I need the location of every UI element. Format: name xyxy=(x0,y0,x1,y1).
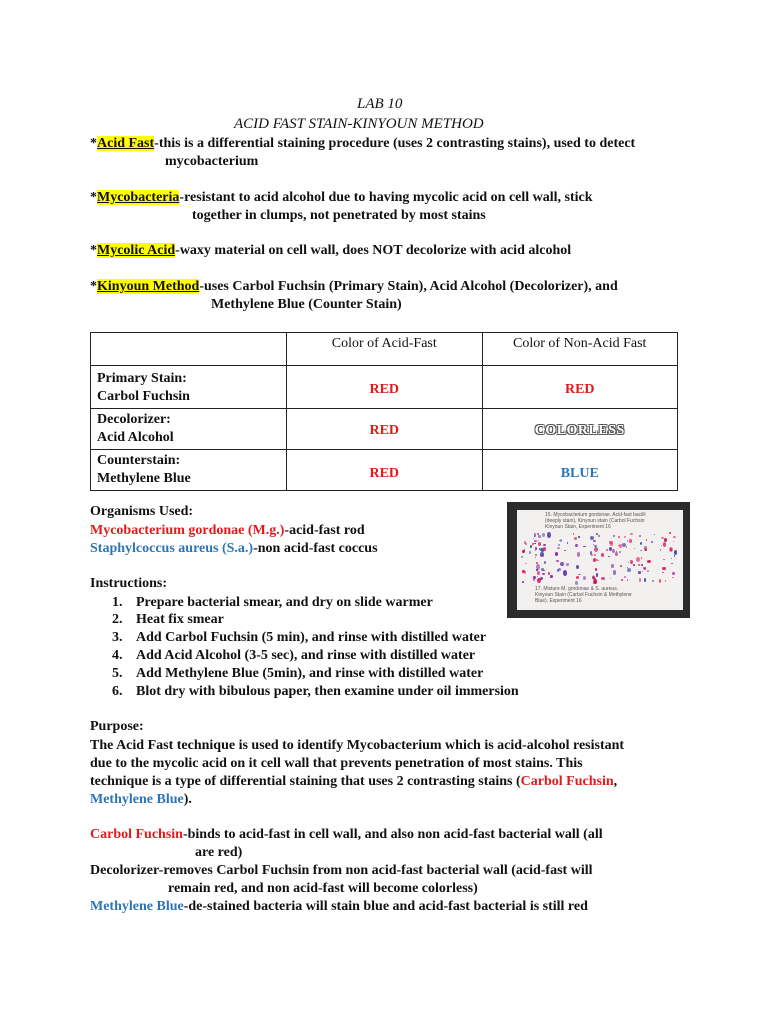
bacteria-speck xyxy=(563,570,567,576)
bacteria-speck xyxy=(601,577,605,579)
bacteria-speck xyxy=(532,543,534,545)
bullet-star: * xyxy=(90,243,97,258)
table-header-cell: Color of Non-Acid Fast xyxy=(482,333,678,366)
organism-mg xyxy=(90,522,365,540)
bacteria-speck xyxy=(578,574,581,576)
bacteria-speck xyxy=(590,551,593,555)
bacteria-speck xyxy=(567,542,568,543)
bacteria-speck xyxy=(538,542,541,546)
slide-card xyxy=(517,510,683,610)
purpose-heading: Purpose: xyxy=(90,719,144,734)
bacteria-speck xyxy=(583,576,586,580)
organism-name: Mycobacterium gordonae (M.g.) xyxy=(90,523,285,538)
term-acid-fast: Acid Fast xyxy=(97,136,155,151)
table-header-cell: Color of Acid-Fast xyxy=(287,333,483,366)
bacteria-speck xyxy=(669,547,673,552)
table-cell xyxy=(482,450,678,491)
bacteria-speck xyxy=(640,550,642,551)
purpose-line: The Acid Fast technique is used to identify Mycobacterium which is acid-alcohol resistant xyxy=(90,738,625,753)
bacteria-speck xyxy=(619,551,621,554)
term-mycolic-acid: Mycolic Acid xyxy=(97,243,176,258)
step-number: 5. xyxy=(112,666,123,681)
bacteria-speck xyxy=(627,579,629,581)
acid-fast-color: RED xyxy=(369,466,400,481)
lab-title: ACID FAST STAIN-KINYOUN METHOD xyxy=(234,116,484,132)
bacteria-speck xyxy=(535,550,536,551)
bacteria-speck xyxy=(644,546,647,551)
bacteria-speck xyxy=(594,547,598,552)
bacteria-speck xyxy=(644,578,647,582)
acid-fast-color: RED xyxy=(369,423,400,438)
table-row-label xyxy=(91,409,287,450)
carbol-fuchsin-term: Carbol Fuchsin xyxy=(90,827,183,842)
note-text: -binds to acid-fast in cell wall, and also non acid-fast bacterial wall (all xyxy=(182,827,603,842)
table-cell xyxy=(287,409,483,450)
bacteria-speck xyxy=(636,557,640,563)
note-continuation: are red) xyxy=(195,845,243,860)
definition-text: -this is a differential staining procedure (uses 2 contrasting stains), used to detect xyxy=(154,136,636,151)
bacteria-speck xyxy=(639,578,641,581)
bacteria-speck xyxy=(538,540,539,541)
bacteria-speck xyxy=(647,570,649,572)
bacteria-speck xyxy=(540,552,544,557)
purpose-line xyxy=(90,773,617,791)
bacteria-speck xyxy=(673,541,674,542)
table-cell xyxy=(482,366,678,409)
bacteria-speck xyxy=(638,571,641,574)
organisms-heading: Organisms Used: xyxy=(90,504,194,519)
bacteria-speck xyxy=(583,546,586,548)
bacteria-speck xyxy=(629,539,633,543)
table-row-label xyxy=(91,366,287,409)
step-number: 6. xyxy=(112,684,123,699)
step-text: Add Methylene Blue (5min), and rinse with distilled water xyxy=(136,666,484,681)
bacteria-speck xyxy=(647,560,651,563)
bacteria-speck xyxy=(557,547,560,550)
bacteria-speck xyxy=(525,543,527,546)
bacteria-speck xyxy=(534,540,537,542)
term-kinyoun-method: Kinyoun Method xyxy=(97,279,200,294)
organism-desc: -acid-fast rod xyxy=(284,523,365,538)
note-methylene-blue xyxy=(90,898,588,916)
organism-desc: -non acid-fast coccus xyxy=(253,541,378,556)
purpose-text: ). xyxy=(183,792,192,807)
acid-fast-color: RED xyxy=(369,382,400,397)
bacteria-speck xyxy=(606,549,608,551)
purpose-line xyxy=(90,791,192,809)
carbol-fuchsin-term: Carbol Fuchsin xyxy=(520,774,614,789)
stain-type: Decolorizer: xyxy=(97,412,171,427)
bacteria-speck xyxy=(522,581,525,583)
bacteria-speck xyxy=(661,545,662,546)
bacteria-speck xyxy=(558,568,561,571)
bullet-star: * xyxy=(90,136,97,151)
bacteria-speck xyxy=(595,568,597,571)
bullet-star: * xyxy=(90,279,97,294)
bacteria-speck xyxy=(608,556,610,557)
bacteria-speck xyxy=(644,567,646,569)
bacteria-speck xyxy=(537,571,541,575)
bacteria-speck xyxy=(560,539,562,542)
term-mycobacteria: Mycobacteria xyxy=(97,190,180,205)
step-text: Add Acid Alcohol (3-5 sec), and rinse with distilled water xyxy=(136,648,476,663)
instructions-heading: Instructions: xyxy=(90,576,168,591)
bacteria-speck xyxy=(524,549,525,551)
bacteria-speck xyxy=(593,575,594,576)
bacteria-speck xyxy=(566,563,569,566)
bacteria-speck xyxy=(537,578,541,583)
bacteria-speck xyxy=(665,580,666,582)
bacteria-speck xyxy=(662,572,663,573)
stain-color-table xyxy=(90,332,678,491)
bacteria-speck xyxy=(540,548,542,551)
bacteria-speck xyxy=(547,532,551,538)
bacteria-speck xyxy=(544,561,547,564)
bacteria-speck xyxy=(651,541,653,543)
definition-kinyoun-method xyxy=(90,278,618,296)
table-row-label xyxy=(91,450,287,491)
bacteria-speck xyxy=(524,571,526,574)
bacteria-speck xyxy=(535,554,537,556)
bacteria-speck xyxy=(640,542,642,545)
list-item xyxy=(112,594,433,612)
bacteria-speck xyxy=(543,547,546,551)
bacteria-speck xyxy=(596,573,599,577)
bacteria-speck xyxy=(533,578,535,581)
bacteria-speck xyxy=(564,550,566,552)
bacteria-speck xyxy=(577,552,580,556)
bacteria-speck xyxy=(596,533,598,535)
note-text: -de-stained bacteria will stain blue and acid-fast bacterial is still red xyxy=(183,899,588,914)
definition-mycolic-acid xyxy=(90,242,571,260)
bacteria-speck xyxy=(615,552,618,556)
definition-acid-fast xyxy=(90,135,635,153)
list-item xyxy=(112,611,224,629)
stain-type: Counterstain: xyxy=(97,453,181,468)
bacteria-speck xyxy=(639,535,641,537)
bacteria-speck xyxy=(613,570,616,575)
table-row xyxy=(91,450,678,491)
bacteria-speck xyxy=(628,562,629,564)
bullet-star: * xyxy=(90,190,97,205)
bacteria-speck xyxy=(646,539,647,541)
bacteria-speck xyxy=(662,567,666,571)
bacteria-speck xyxy=(641,557,643,559)
bacteria-speck xyxy=(575,544,578,548)
list-item xyxy=(112,665,484,683)
bacteria-speck xyxy=(595,559,598,561)
organism-name: Staphylcoccus aureus (S.a.) xyxy=(90,541,254,556)
bacteria-speck xyxy=(573,533,574,535)
bacteria-speck xyxy=(533,538,535,539)
bacteria-speck xyxy=(673,536,677,538)
definition-continuation: Methylene Blue (Counter Stain) xyxy=(211,297,402,312)
table-cell xyxy=(287,366,483,409)
lab-number: LAB 10 xyxy=(357,96,403,112)
table-row xyxy=(91,409,678,450)
step-number: 1. xyxy=(112,595,123,610)
stain-name: Methylene Blue xyxy=(97,471,191,486)
bacteria-speck xyxy=(672,577,674,578)
bacteria-speck xyxy=(630,533,634,535)
methylene-blue-term: Methylene Blue xyxy=(90,792,184,807)
bacteria-speck xyxy=(620,565,622,567)
bacteria-speck xyxy=(634,548,635,549)
bacteria-speck xyxy=(663,559,665,561)
bacteria-speck xyxy=(529,551,531,555)
bacteria-speck xyxy=(537,576,539,578)
bacteria-speck xyxy=(530,545,533,548)
bacteria-speck xyxy=(627,540,629,542)
bacteria-speck xyxy=(624,536,627,538)
bacteria-speck xyxy=(538,535,542,538)
list-item xyxy=(112,647,476,665)
bacteria-speck xyxy=(601,553,604,558)
bacteria-speck xyxy=(555,552,558,556)
bacteria-speck xyxy=(578,536,580,537)
list-item xyxy=(112,683,519,701)
bacteria-speck xyxy=(534,543,535,545)
purpose-line: due to the mycolic acid on it cell wall that prevents penetration of most stains. This xyxy=(90,756,583,771)
bacteria-speck xyxy=(671,558,672,559)
purpose-text: , xyxy=(613,774,618,789)
definition-continuation: together in clumps, not penetrated by most stains xyxy=(192,208,486,223)
photo-caption: (deeply stain), Kinyoun stain (Carbol Fuchsin xyxy=(545,518,645,524)
bacteria-speck xyxy=(674,555,675,557)
bacteria-speck xyxy=(575,581,578,585)
bacteria-speck xyxy=(659,579,661,582)
non-acid-fast-color: RED xyxy=(564,382,595,397)
slide-photo xyxy=(507,502,690,618)
bacteria-speck xyxy=(613,535,615,536)
photo-caption: Kinyoun Stain, Experiment 16 xyxy=(545,524,611,530)
definition-text: -waxy material on cell wall, does NOT decolorize with acid alcohol xyxy=(175,243,572,258)
table-cell xyxy=(482,409,678,450)
stain-type: Primary Stain: xyxy=(97,371,187,386)
definition-mycobacteria xyxy=(90,189,593,207)
photo-caption: Blue). Experiment 16 xyxy=(535,598,582,604)
bacteria-speck xyxy=(618,536,620,538)
bacteria-speck xyxy=(576,565,579,569)
step-number: 3. xyxy=(112,630,123,645)
bacteria-speck xyxy=(525,563,526,564)
bacteria-speck xyxy=(560,562,564,566)
bacteria-speck xyxy=(611,564,613,568)
stain-name: Acid Alcohol xyxy=(97,430,174,445)
table-row xyxy=(91,366,678,409)
non-acid-fast-color: COLORLESS xyxy=(534,423,625,438)
bacteria-speck xyxy=(638,564,641,566)
step-number: 4. xyxy=(112,648,123,663)
list-item xyxy=(112,629,487,647)
methylene-blue-term: Methylene Blue xyxy=(90,899,184,914)
step-text: Add Carbol Fuchsin (5 min), and rinse with distilled water xyxy=(136,630,487,645)
photo-caption: 15. Mycobacterium gordonae. Acid-fast bacilli xyxy=(545,512,646,518)
bacteria-speck xyxy=(633,564,635,566)
bacteria-speck xyxy=(652,580,654,582)
bacteria-speck xyxy=(610,578,611,579)
bacteria-speck xyxy=(593,540,595,542)
bacteria-speck xyxy=(558,544,560,546)
note-carbol-fuchsin xyxy=(90,826,603,844)
definition-text: -uses Carbol Fuchsin (Primary Stain), Acid Alcohol (Decolorizer), and xyxy=(199,279,618,294)
step-text: Blot dry with bibulous paper, then examine under oil immersion xyxy=(136,684,519,699)
definition-text: -resistant to acid alcohol due to having mycolic acid on cell wall, stick xyxy=(179,190,593,205)
step-text: Heat fix smear xyxy=(136,612,224,627)
bacteria-speck xyxy=(663,542,667,547)
stain-name: Carbol Fuchsin xyxy=(97,389,190,404)
bacteria-speck xyxy=(642,571,643,572)
organism-sa xyxy=(90,540,378,558)
bacteria-speck xyxy=(626,546,628,548)
bacteria-speck xyxy=(556,560,559,562)
bacteria-speck xyxy=(672,572,676,575)
step-number: 2. xyxy=(112,612,123,627)
bacteria-speck xyxy=(669,532,671,534)
bacteria-speck xyxy=(627,568,631,572)
bacteria-speck xyxy=(594,554,596,556)
table-cell xyxy=(287,450,483,491)
bacteria-speck xyxy=(624,576,626,578)
photo-caption: 17. Mixture M. gordonae & S. aureus. xyxy=(535,586,619,592)
bacteria-speck xyxy=(543,570,545,571)
definition-continuation: mycobacterium xyxy=(165,154,259,169)
bacteria-speck xyxy=(671,563,673,565)
bacteria-speck xyxy=(542,573,545,575)
bacteria-speck xyxy=(654,534,655,536)
bacteria-speck xyxy=(660,549,662,551)
step-text: Prepare bacterial smear, and dry on slide warmer xyxy=(136,595,433,610)
bacteria-speck xyxy=(521,556,523,557)
note-decolorizer: Decolorizer-removes Carbol Fuchsin from non acid-fast bacterial wall (acid-fast will xyxy=(90,863,593,878)
bacteria-speck xyxy=(542,533,545,538)
bacteria-speck xyxy=(598,535,600,537)
bacteria-speck xyxy=(598,560,599,561)
bacteria-speck xyxy=(574,537,577,539)
purpose-text: technique is a type of differential staining that uses 2 contrasting stains ( xyxy=(90,774,521,789)
table-header-row xyxy=(91,333,678,366)
table-header-cell xyxy=(91,333,287,366)
bacteria-speck xyxy=(621,579,622,581)
non-acid-fast-color: BLUE xyxy=(560,466,599,481)
bacteria-speck xyxy=(641,564,643,566)
note-continuation: remain red, and non acid-fast will become colorless) xyxy=(168,881,478,896)
bacteria-speck xyxy=(576,576,579,579)
bacteria-speck xyxy=(550,575,553,578)
bacteria-speck xyxy=(535,557,536,558)
photo-caption: Kinyoun Stain (Carbol Fuchsin & Methylene xyxy=(535,592,632,598)
